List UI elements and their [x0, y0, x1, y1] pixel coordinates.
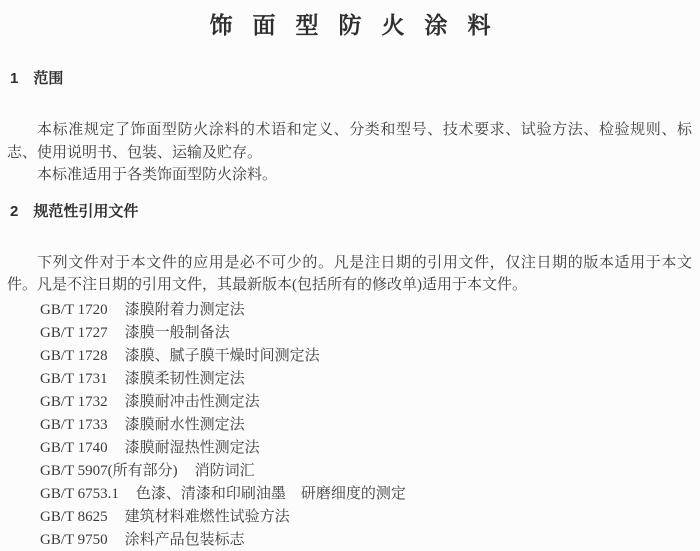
reference-code: GB/T 1720 [40, 301, 108, 318]
reference-code: GB/T 9750 [40, 531, 108, 548]
reference-title: 建筑材料难燃性试验方法 [124, 508, 290, 525]
reference-code: GB/T 1727 [40, 324, 108, 341]
reference-title: 漆膜耐湿热性测定法 [124, 439, 260, 456]
section-2-number: 2 [10, 202, 19, 220]
reference-item [40, 437, 700, 460]
reference-item [40, 299, 700, 322]
section-2-label: 规范性引用文件 [33, 202, 139, 220]
reference-code: GB/T 1740 [40, 439, 108, 456]
reference-item [40, 391, 700, 414]
reference-title: 漆膜附着力测定法 [124, 301, 245, 318]
reference-title: 漆膜一般制备法 [124, 324, 230, 341]
normative-references-list [40, 299, 700, 551]
reference-code: GB/T 1728 [40, 347, 108, 364]
scope-paragraph-2: 本标准适用于各类饰面型防火涂料。 [37, 167, 278, 183]
reference-title: 漆膜耐冲击性测定法 [124, 393, 260, 410]
reference-item [40, 483, 700, 506]
reference-item [40, 529, 700, 551]
reference-item [40, 460, 700, 483]
reference-title: 漆膜、腻子膜干燥时间测定法 [124, 347, 320, 364]
reference-code: GB/T 6753.1 [40, 485, 119, 502]
reference-title: 涂料产品包装标志 [124, 531, 245, 548]
reference-item [40, 414, 700, 437]
reference-code: GB/T 8625 [40, 508, 108, 525]
section-1-number: 1 [10, 70, 19, 87]
reference-title: 消防词汇 [194, 462, 255, 479]
reference-title: 漆膜耐水性测定法 [124, 416, 245, 433]
reference-title: 色漆、清漆和印刷油墨 研磨细度的测定 [135, 485, 406, 502]
reference-code: GB/T 1732 [40, 393, 108, 410]
section-2-heading [10, 204, 700, 220]
section-1-label: 范围 [33, 70, 64, 87]
reference-title: 漆膜柔韧性测定法 [124, 370, 245, 387]
reference-code: GB/T 5907(所有部分) [40, 462, 178, 479]
reference-code: GB/T 1733 [40, 416, 108, 433]
reference-item [40, 345, 700, 368]
references-intro-paragraph: 下列文件对于本文件的应用是必不可少的。凡是注日期的引用文件，仅注日期的版本适用于本文件。凡是不注日期的引用文件，其最新版本(包括所有的修改单)适用于本文件。 [7, 254, 692, 293]
document-title: 饰面型防火涂料 [209, 12, 511, 38]
reference-code: GB/T 1731 [40, 370, 108, 387]
section-1-heading [10, 71, 700, 87]
scope-paragraph-1: 本标准规定了饰面型防火涂料的术语和定义、分类和型号、技术要求、试验方法、检验规则、标志、使用说明书、包装、运输及贮存。 [7, 122, 692, 161]
reference-item [40, 506, 700, 529]
reference-item [40, 368, 700, 391]
reference-item [40, 322, 700, 345]
